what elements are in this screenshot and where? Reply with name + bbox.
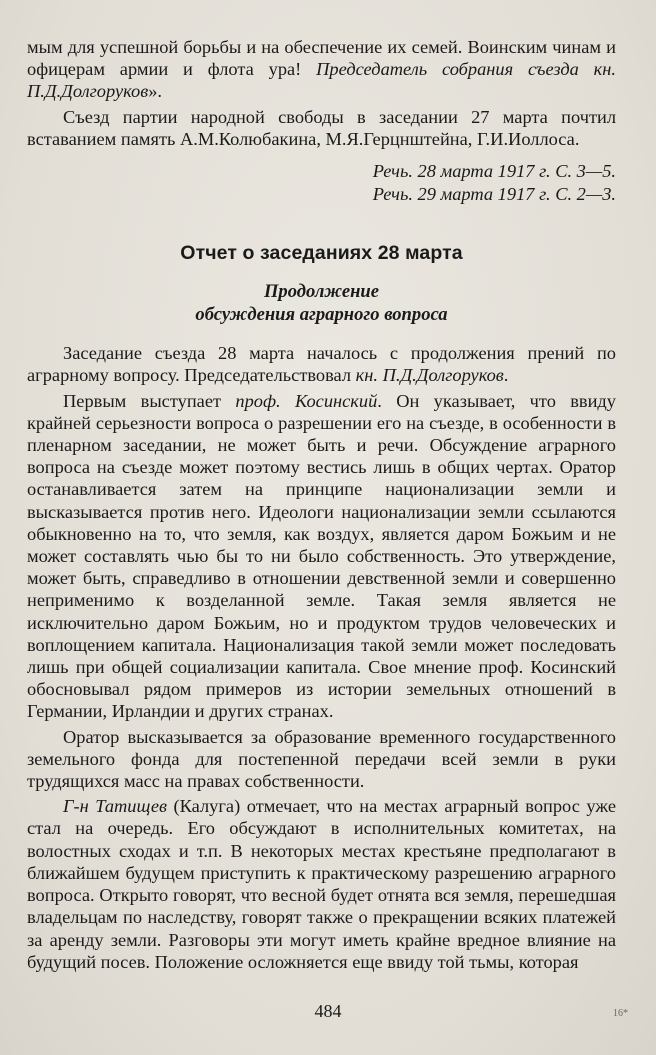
text-run: . Он указывает, что ввиду крайней серьезности вопроса о разрешении его на съезде, в особенности в пленарном заседании, не может быть и речи. Обсуждение аграрного вопроса на съезде может поэтому вестись лишь в общих чертах. Оратор останавливается затем на принципе национализации земли и высказывается против него. Идеологи национализации земли ссылаются обыкновенно на то, что земля, как воздух, является даром Божьим и не может составлять чью бы то ни было собственность. Это утверждение, может быть, справедливо в отношении девственной земли и совершенно неприменимо к возделанной земле. Такая земля является не исключительно даром Божьим, но и продуктом трудов человеческих и воплощением капитала. Национализация такой земли может последовать лишь при общей социализации капитала. Свое мнение проф. Косинский обосновывал рядом примеров из истории земельных отношений в Германии, Ирландии и других странах.: [27, 390, 616, 722]
paragraph-kosinsky: [27, 390, 616, 723]
chair-name: кн. П.Д.Долгоруков: [355, 365, 504, 386]
subheading-line: обсуждения аграрного вопроса: [195, 304, 448, 326]
text-run: ».: [148, 81, 162, 102]
paragraph-land-fund: Оратор высказывается за образование временного государственного земельного фонда для постепенной передачи всей земли в руки трудящихся масс на правах собственности.: [27, 726, 616, 792]
signature-text: Председатель собрания съезда кн. П.Д.Долгоруков: [27, 59, 617, 102]
speaker-name: проф. Косинский: [235, 390, 378, 411]
text-run: (Калуга) отмечает, что на местах аграрный вопрос уже стал на очередь. Его обсуждают в исполнительных комитетах, на волостных сходах и т.п. В некоторых местах крестьяне предполагают в ближайшем будущем приступить к практическому разрешению аграрного вопроса. Открыто говорят, что весной будет отнята вся земля, перешедшая владельцам по наследству, говорят также о прекращении всяких платежей за аренду земли. Разговоры эти могут иметь крайне вредное влияние на будущий посев. Положение осложняется еще ввиду той тьмы, которая: [27, 796, 616, 972]
text-run: Первым выступает: [63, 390, 236, 411]
source-citation: Речь. 28 марта 1917 г. С. 3—5.: [372, 161, 616, 182]
source-citations: [27, 160, 616, 205]
speaker-name: Г-н Татищев: [63, 796, 167, 817]
page-number: 484: [314, 1001, 342, 1021]
subheading-line: Продолжение: [263, 281, 380, 303]
paragraph-continuation: [27, 36, 616, 103]
text-run: .: [503, 365, 509, 386]
text-run: Заседание съезда 28 марта началось с продолжения прений по аграрному вопросу. Председательствовал: [27, 343, 616, 386]
page-text: [27, 36, 616, 973]
section-heading: Отчет о заседаниях 28 марта: [180, 242, 463, 265]
signature-mark: 16*: [613, 1008, 628, 1019]
source-citation: Речь. 29 марта 1917 г. С. 2—3.: [372, 183, 616, 204]
section-subheading: [27, 280, 616, 326]
text-run: мым для успешной борьбы и на обеспечение их семей. Воинским чинам и офицерам армии и флота ура!: [27, 37, 616, 80]
paragraph-memorial: Съезд партии народной свободы в заседании 27 марта почтил вставанием память А.М.Колюбакина, М.Я.Герцнштейна, Г.И.Иоллоса.: [27, 106, 616, 149]
paragraph-opening: [27, 342, 616, 386]
paragraph-tatishchev: [27, 795, 616, 973]
